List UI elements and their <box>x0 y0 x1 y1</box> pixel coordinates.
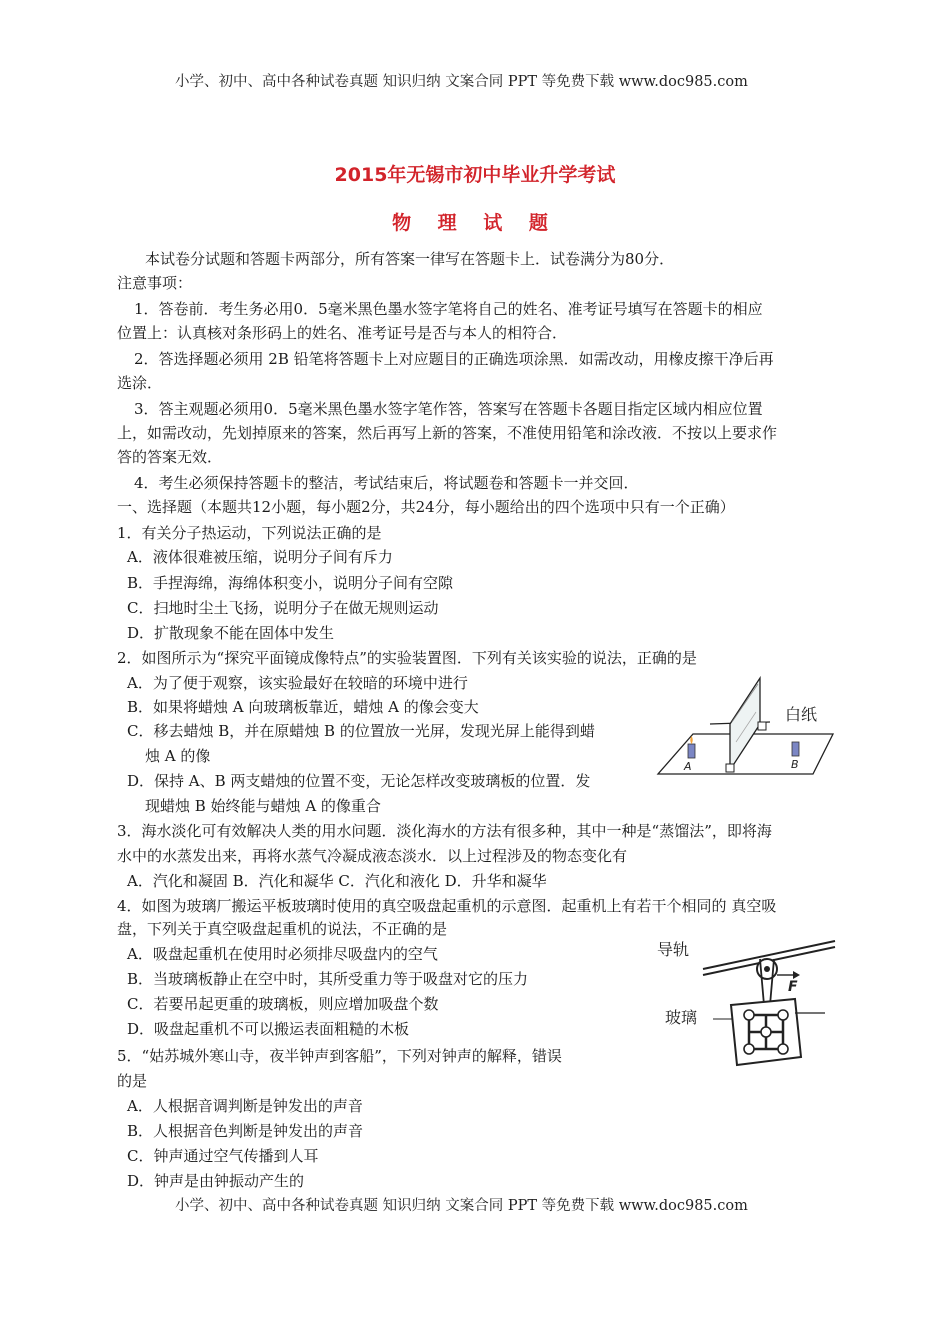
notice-1-line-1: 1．答卷前．考生务必用0．5毫米黑色墨水签字笔将自己的姓名、准考证号填写在答题卡的相应 <box>134 300 763 318</box>
notice-3-line-3: 答的答案无效． <box>117 448 223 466</box>
q3-stem-line-2: 水中的水蒸发出来，再将水蒸气冷凝成液态淡水．以上过程涉及的物态变化有 <box>117 847 628 865</box>
suction-cup <box>744 1010 754 1020</box>
q5-option-d: D．钟声是由钟振动产生的 <box>127 1172 305 1190</box>
notice-2-line-1: 2．答选择题必须用 2B 铅笔将答题卡上对应题目的正确选项涂黑．如需改动，用橡皮擦干净后再 <box>134 350 774 368</box>
q1-option-b: B．手捏海绵，海绵体积变小，说明分子间有空隙 <box>127 574 454 592</box>
exam-subtitle: 物 理 试 题 <box>392 212 558 234</box>
exam-title: 2015年无锡市初中毕业升学考试 <box>334 164 616 186</box>
notice-heading: 注意事项： <box>117 274 193 292</box>
q2-option-c-line-1: C．移去蜡烛 B，并在原蜡烛 B 的位置放一光屏，发现光屏上能得到蜡 <box>127 722 595 740</box>
glass-plate <box>730 678 760 770</box>
q3-stem-line-1: 3．海水淡化可有效解决人类的用水问题．淡化海水的方法有很多种，其中一种是“蒸馏法”，即将海 <box>117 822 772 840</box>
q1-option-d: D．扩散现象不能在固体中发生 <box>127 624 335 642</box>
page-footer: 小学、初中、高中各种试卷真题 知识归纳 文案合同 PPT 等免费下载 www.doc985.com <box>175 1198 748 1214</box>
q5-option-b: B．人根据音色判断是钟发出的声音 <box>127 1122 364 1140</box>
q2-option-d-line-2: 现蜡烛 B 始终能与蜡烛 A 的像重合 <box>145 797 381 815</box>
suction-cup <box>744 1044 754 1054</box>
q2-option-a: A．为了便于观察，该实验最好在较暗的环境中进行 <box>127 674 468 692</box>
q3-options: A．汽化和凝固 B．汽化和凝华 C．汽化和液化 D．升华和凝华 <box>127 872 547 890</box>
candle-b <box>792 742 799 756</box>
q5-option-a: A．人根据音调判断是钟发出的声音 <box>127 1097 363 1115</box>
force-arrowhead-icon <box>793 971 800 979</box>
q4-option-a: A．吸盘起重机在使用时必须排尽吸盘内的空气 <box>127 945 438 963</box>
q5-stem-line-2: 的是 <box>117 1072 148 1090</box>
q4-stem-line-2: 盘，下列关于真空吸盘起重机的说法，不正确的是 <box>117 920 448 938</box>
q4-option-d: D．吸盘起重机不可以搬运表面粗糙的木板 <box>127 1020 410 1038</box>
q4-option-c: C．若要吊起更重的玻璃板，则应增加吸盘个数 <box>127 995 439 1013</box>
fig-label-paper: 白纸 <box>785 705 818 724</box>
notice-2-line-2: 选涂． <box>117 374 163 392</box>
intro-text: 本试卷分试题和答题卡两部分，所有答案一律写在答题卡上．试卷满分为80分． <box>145 250 675 268</box>
vacuum-crane-figure <box>655 935 840 1070</box>
notice-3-line-2: 上，如需改动，先划掉原来的答案，然后再写上新的答案，不准使用铅笔和涂改液．不按以上要求作 <box>117 424 778 442</box>
q5-option-c: C．钟声通过空气传播到人耳 <box>127 1147 319 1165</box>
clamp-front <box>726 764 734 772</box>
q2-option-c-line-2: 烛 A 的像 <box>145 747 211 765</box>
q4-option-b: B．当玻璃板静止在空中时，其所受重力等于吸盘对它的压力 <box>127 970 529 988</box>
q1-option-c: C．扫地时尘土飞扬，说明分子在做无规则运动 <box>127 599 439 617</box>
fig-label-f: F <box>788 979 798 995</box>
section-1-heading: 一、选择题（本题共12小题，每小题2分，共24分，每小题给出的四个选项中只有一个正确） <box>117 498 735 516</box>
q2-option-d-line-1: D．保持 A、B 两支蜡烛的位置不变，无论怎样改变玻璃板的位置．发 <box>127 772 591 790</box>
q1-stem: 1．有关分子热运动，下列说法正确的是 <box>117 524 382 542</box>
q5-stem-line-1: 5．“姑苏城外寒山寺，夜半钟声到客船”，下列对钟声的解释，错误 <box>117 1047 562 1065</box>
suction-cup <box>761 1027 771 1037</box>
fig-label-glass: 玻璃 <box>665 1008 698 1027</box>
q1-option-a: A．液体很难被压缩，说明分子间有斥力 <box>127 548 393 566</box>
notice-4: 4．考生必须保持答题卡的整洁，考试结束后，将试题卷和答题卡一并交回． <box>134 474 639 492</box>
candle-a <box>688 744 695 758</box>
plane-mirror-figure <box>648 672 858 780</box>
q2-stem: 2．如图所示为“探究平面镜成像特点”的实验装置图．下列有关该实验的说法，正确的是 <box>117 649 697 667</box>
suction-cup <box>778 1010 788 1020</box>
q4-stem-line-1: 4．如图为玻璃厂搬运平板玻璃时使用的真空吸盘起重机的示意图．起重机上有若干个相同的 真空吸 <box>117 897 777 915</box>
notice-1-line-2: 位置上：认真核对条形码上的姓名、准考证号是否与本人的相符合． <box>117 324 568 342</box>
notice-3-line-1: 3．答主观题必须用0．5毫米黑色墨水签字笔作答，答案写在答题卡各题目指定区域内相应位置 <box>134 400 763 418</box>
suction-cup <box>778 1044 788 1054</box>
clamp-back <box>758 722 766 730</box>
q2-option-b: B．如果将蜡烛 A 向玻璃板靠近，蜡烛 A 的像会变大 <box>127 698 479 716</box>
fig-label-b: B <box>791 758 799 771</box>
fig-label-rail: 导轨 <box>657 940 690 959</box>
fig-label-a: A <box>684 760 692 773</box>
page-header: 小学、初中、高中各种试卷真题 知识归纳 文案合同 PPT 等免费下载 www.doc985.com <box>175 74 748 90</box>
